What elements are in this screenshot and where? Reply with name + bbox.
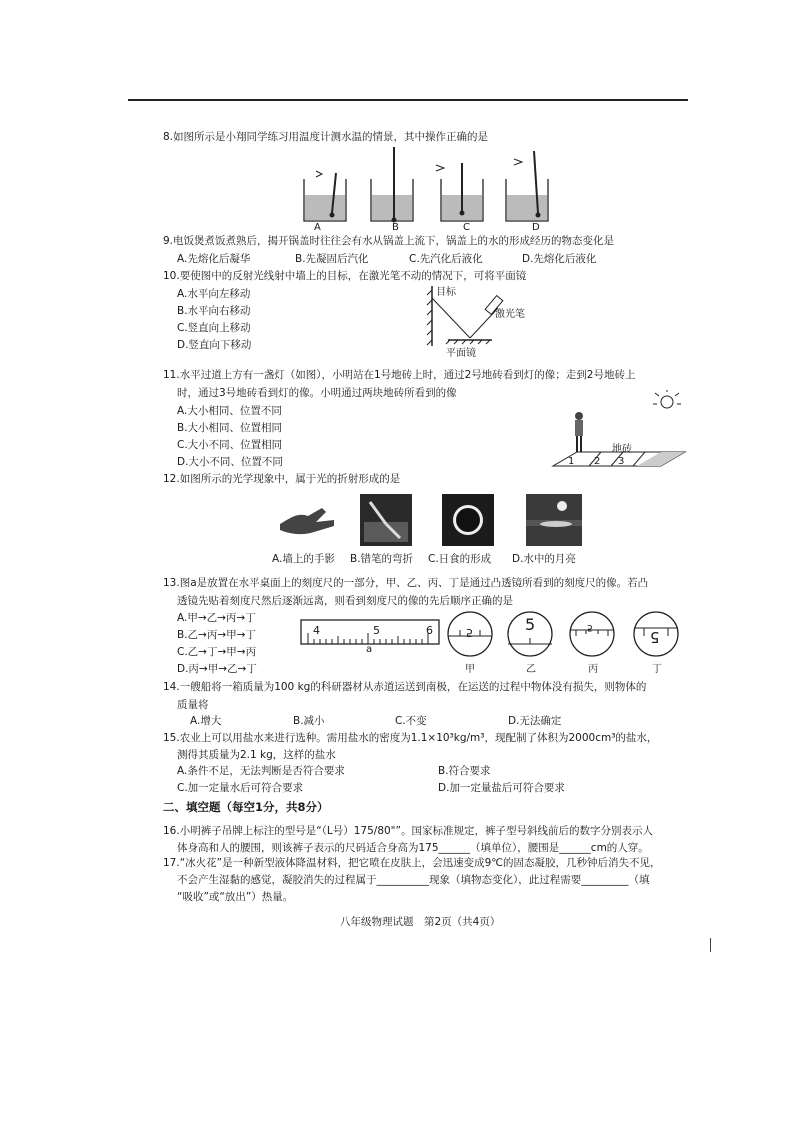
q13-digit-jia: 5 [466,626,473,639]
image-bing [570,612,614,656]
beaker-b [371,147,413,223]
q10-fig-target: 目标 [436,287,456,298]
q15-option-b: B.符合要求 [438,765,491,777]
q17-line3: “吸收”或“放出”）热量。 [177,891,294,903]
q17-line2: 不会产生湿黏的感觉，凝胶消失的过程属于__________现象（填物态变化），此过程需要_________（填 [177,874,650,886]
q11-stem-line2: 时，通过3号地砖看到灯的像。小明通过两块地砖所看到的像 [177,387,457,399]
q13-ruler-num-5: 5 [373,624,380,637]
q10-fig-laser: 激光笔 [495,309,525,320]
q15-stem-line2: 测得其质量为2.1 kg，这样的盐水 [177,749,336,761]
q10-stem: 10.要使图中的反射光线射中墙上的目标，在激光笔不动的情况下，可将平面镜 [163,270,527,282]
q12-caption-b: B.错笔的弯折 [350,553,414,565]
top-rule [128,99,688,101]
q13-digit-bing: 5 [587,622,593,632]
beaker-a [304,171,346,221]
q11-stem-line1: 11.水平过道上方有一盏灯（如图），小明站在1号地砖上时，通过2号地砖看到灯的像；走到2号地砖上 [163,369,636,381]
q9-option-d: D.先熔化后液化 [522,253,597,265]
q10-option-d: D.竖直向下移动 [177,339,252,351]
beaker-d [506,151,548,221]
q10-option-a: A.水平向左移动 [177,288,251,300]
q9-option-a: A.先熔化后凝华 [177,253,251,265]
q13-ruler [300,619,440,645]
q11-fig-label: 地砖 [612,444,632,455]
q8-label-a: A [314,222,321,233]
q11-option-b: B.大小相同、位置相同 [177,422,283,434]
q15-option-c: C.加一定量水后可符合要求 [177,782,304,794]
q10-option-b: B.水平向右移动 [177,305,251,317]
q10-option-c: C.竖直向上移动 [177,322,251,334]
q14-stem-line1: 14.一艘船将一箱质量为100 kg的科研器材从赤道运送到南极，在运送的过程中物体没有损失，则物体的 [163,681,647,693]
q13-ruler-label: a [366,644,373,655]
q9-stem: 9.电饭煲煮饭煮熟后，揭开锅盖时往往会有水从锅盖上流下，锅盖上的水的形成经历的物态变化是 [163,235,615,247]
q13-ruler-num-4: 4 [313,624,320,637]
q9-option-b: B.先凝固后汽化 [295,253,369,265]
q13-label-yi: 乙 [526,664,536,675]
q14-option-d: D.无法确定 [508,715,562,727]
q10-fig-mirror: 平面镜 [446,348,476,359]
q17-line1: 17.“冰火花”是一种新型液体降温材料，把它喷在皮肤上，会迅速变成9℃的固态凝胶，几秒钟后消失不见， [163,857,661,869]
q11-option-c: C.大小不同、位置相同 [177,439,283,451]
q14-option-a: A.增大 [190,715,222,727]
q11-tile-1: 1 [568,456,575,467]
q14-option-b: B.减小 [293,715,325,727]
q13-option-a: A.甲→乙→丙→丁 [177,612,256,624]
q12-caption-c: C.日食的形成 [428,553,492,565]
q13-digit-ding: 5 [650,628,660,646]
q13-option-c: C.乙→丁→甲→丙 [177,646,257,658]
q11-tile-2: 2 [594,456,601,467]
q8-thermometer-figure [296,143,556,230]
q13-label-jia: 甲 [465,664,475,675]
q12-moon-reflection-image [526,494,582,546]
q12-caption-a: A.墙上的手影 [272,553,335,565]
q12-bent-pencil-image [360,494,412,546]
margin-mark [710,938,711,952]
q14-option-c: C.不变 [395,715,427,727]
q12-caption-d: D.水中的月亮 [512,553,576,565]
q13-option-d: D.丙→甲→乙→丁 [177,663,257,675]
person-icon [575,412,583,452]
q15-stem-line1: 15.农业上可以用盐水来进行选种。需用盐水的密度为1.1×10³kg/m³，现配制了体积为2000cm³的盐水， [163,732,658,744]
q12-eclipse-image [442,494,494,546]
q8-label-b: B [392,222,399,233]
q13-ruler-num-6: 6 [426,624,433,637]
q11-tile-3: 3 [618,456,625,467]
q15-option-d: D.加一定量盐后可符合要求 [438,782,565,794]
q12-stem: 12.如图所示的光学现象中，属于光的折射形成的是 [163,473,401,485]
page-footer: 八年级物理试题 第2页（共4页） [340,916,501,928]
q12-hand-shadow-image [278,494,338,546]
q16-line2: 体身高和人的腰围，则该裤子表示的尺码适合身高为175______（填单位），腰围是______cm的人穿。 [177,842,649,854]
q11-option-a: A.大小相同、位置不同 [177,405,282,417]
q16-line1: 16.小明裤子吊牌上标注的型号是“（L号）175/80"”。国家标准规定，裤子型号斜线前后的数字分别表示人 [163,825,653,837]
q15-option-a: A.条件不足，无法判断是否符合要求 [177,765,345,777]
q14-stem-line2: 质量将 [177,699,209,711]
q8-label-c: C [463,222,470,233]
q11-option-d: D.大小不同、位置不同 [177,456,283,468]
q8-stem: 8.如图所示是小翔同学练习用温度计测水温的情景，其中操作正确的是 [163,131,489,143]
q13-stem-line2: 透镜先贴着刻度尺然后逐渐远离，则看到刻度尺的像的先后顺序正确的是 [177,595,513,607]
section2-title: 二、填空题（每空1分，共8分） [163,800,329,814]
q13-digit-yi: 5 [525,615,536,634]
q13-label-ding: 丁 [652,664,662,675]
q8-label-d: D [532,222,540,233]
q13-option-b: B.乙→丙→甲→丁 [177,629,256,641]
q13-label-bing: 丙 [588,664,598,675]
beaker-c [436,163,483,221]
q13-stem-line1: 13.图a是放置在水平桌面上的刻度尺的一部分，甲、乙、丙、丁是通过凸透镜所看到的刻度尺的像。若凸 [163,577,649,589]
q9-option-c: C.先汽化后液化 [409,253,483,265]
lamp-icon [653,390,681,408]
